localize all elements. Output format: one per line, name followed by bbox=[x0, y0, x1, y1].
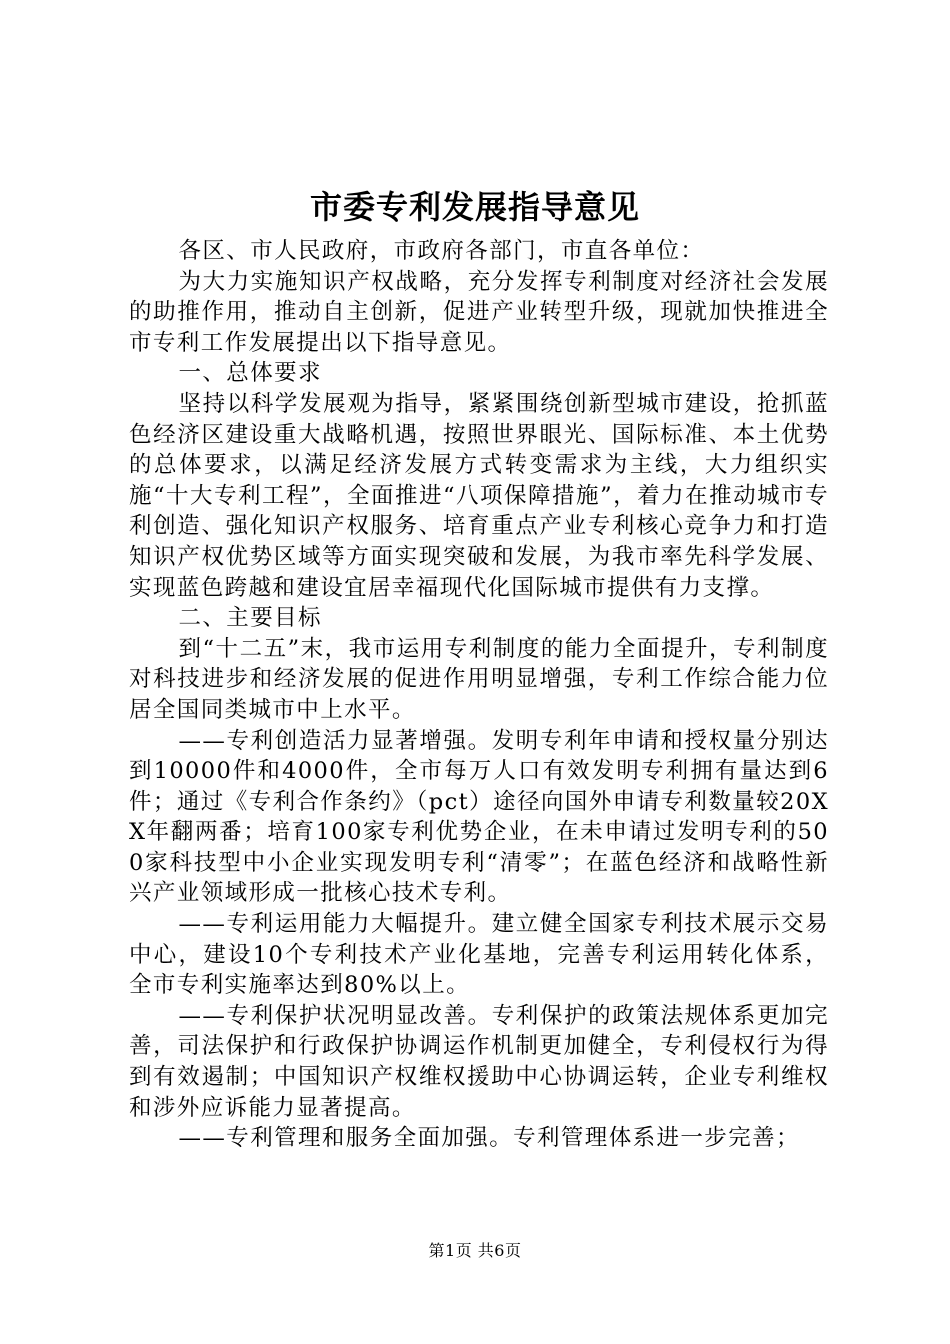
main-goals-paragraph: 到“十二五”末，我市运用专利制度的能力全面提升，专利制度对科技进步和经济发展的促进作用明显增强，专利工作综合能力位居全国同类城市中上水平。 bbox=[129, 635, 829, 723]
document-title: 市委专利发展指导意见 bbox=[309, 188, 640, 226]
goal-item-management: ——专利管理和服务全面加强。专利管理体系进一步完善； bbox=[178, 1125, 800, 1152]
goal-item-application: ——专利运用能力大幅提升。建立健全国家专利技术展示交易中心，建设10个专利技术产业化基地，完善专利运用转化体系，全市专利实施率达到80%以上。 bbox=[129, 911, 829, 999]
goal-item-creation: ——专利创造活力显著增强。发明专利年申请和授权量分别达到10000件和4000件，全市每万人口有效发明专利拥有量达到6件；通过《专利合作条约》（pct）途径向国外申请专利数量较20XX年翻两番；培育100家专利优势企业，在未申请过发明专利的500家科技型中小企业实现发明专利“清零”；在蓝色经济和战略性新兴产业领域形成一批核心技术专利。 bbox=[129, 727, 829, 907]
salutation: 各区、市人民政府，市政府各部门，市直各单位： bbox=[178, 238, 705, 264]
goal-item-protection: ——专利保护状况明显改善。专利保护的政策法规体系更加完善，司法保护和行政保护协调运作机制更加健全，专利侵权行为得到有效遏制；中国知识产权维权援助中心协调运转，企业专利维权和涉外应诉能力显著提高。 bbox=[129, 1002, 829, 1121]
general-requirements-paragraph: 坚持以科学发展观为指导，紧紧围绕创新型城市建设，抢抓蓝色经济区建设重大战略机遇，按照世界眼光、国际标准、本土优势的总体要求，以满足经济发展方式转变需求为主线，大力组织实施“十大专利工程”，全面推进“八项保障措施”，着力在推动城市专利创造、强化知识产权服务、培育重点产业专利核心竞争力和打造知识产权优势区域等方面实现突破和发展，为我市率先科学发展、实现蓝色跨越和建设宜居幸福现代化国际城市提供有力支撑。 bbox=[129, 390, 829, 601]
document-body bbox=[129, 236, 829, 1154]
section-heading-general-requirements: 一、总体要求 bbox=[178, 360, 322, 387]
page-footer: 第1页 共6页 bbox=[428, 1241, 522, 1260]
section-heading-main-goals: 二、主要目标 bbox=[178, 605, 322, 632]
intro-paragraph: 为大力实施知识产权战略，充分发挥专利制度对经济社会发展的助推作用，推动自主创新，促进产业转型升级，现就加快推进全市专利工作发展提出以下指导意见。 bbox=[129, 268, 829, 356]
